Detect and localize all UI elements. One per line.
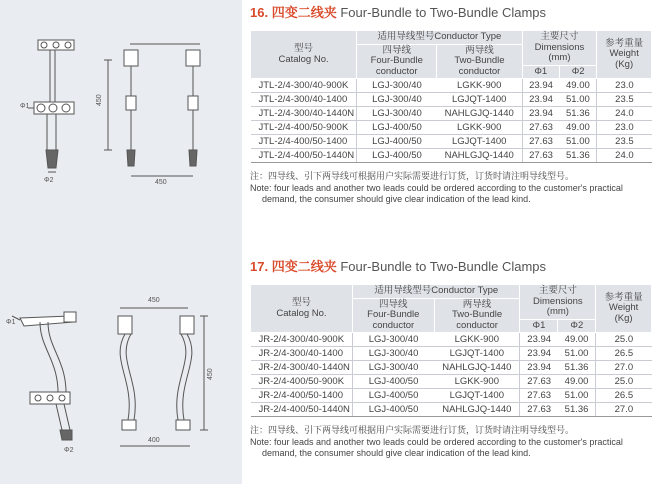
dim-400-horizontal-bottom: 400 xyxy=(148,437,160,444)
phi1-label-bottom: Φ1 xyxy=(6,319,16,326)
table-row: JTL-2/4-400/50-1400 LGJ-400/50 LGJQT-1400 27.63 51.00 23.5 xyxy=(251,135,652,149)
table-row: JTL-2/4-300/40-1400 LGJ-300/40 LGJQT-1400 23.94 51.00 23.5 xyxy=(251,93,652,107)
header-phi2: Φ2 xyxy=(558,319,596,333)
note-16 xyxy=(250,171,652,206)
table-row: JR-2/4-300/40-1440N LGJ-300/40 NAHLGJQ-1440 23.94 51.36 27.0 xyxy=(251,361,652,375)
technical-drawings xyxy=(0,0,242,484)
header-two-bundle: 两导线 Two-Bundle conductor xyxy=(434,298,520,333)
section-number: 17. xyxy=(250,259,269,274)
header-weight: 参考重量 Weight (Kg) xyxy=(597,31,652,79)
section-number: 16. xyxy=(250,5,269,20)
header-conductor-type: 适用导线型号Conductor Type xyxy=(357,31,522,45)
note-17 xyxy=(250,425,652,460)
title-chinese: 四变二线夹 xyxy=(271,5,337,20)
header-two-bundle: 两导线 Two-Bundle conductor xyxy=(437,44,522,79)
clamp-17-side-view xyxy=(118,308,208,446)
note-english-1: Note: four leads and another two leads could be ordered according to the customer's practical xyxy=(250,436,623,447)
note-chinese: 注：四导线、引下两导线可根据用户实际需要进行订货，订货时请注明导线型号。 xyxy=(250,425,575,435)
note-english-2: demand, the consumer should give clear indication of the lead kind. xyxy=(262,448,531,458)
clamp-16-side-view xyxy=(104,44,200,176)
table-row: JTL-2/4-300/40-1440N LGJ-300/40 NAHLGJQ-1440 23.94 51.36 24.0 xyxy=(251,107,652,121)
table-row: JTL-2/4-300/40-900K LGJ-300/40 LGKK-900 23.94 49.00 23.0 xyxy=(251,79,652,93)
header-dimensions: 主要尺寸 Dimensions (mm) xyxy=(522,31,597,66)
section-17-title xyxy=(250,258,652,278)
clamp-17-front-view xyxy=(12,312,76,440)
header-dimensions: 主要尺寸 Dimensions (mm) xyxy=(520,285,596,320)
spec-table-17 xyxy=(250,284,652,417)
header-weight: 参考重量 Weight (Kg) xyxy=(596,285,652,333)
table-row: JR-2/4-400/50-1440N LGJ-400/50 NAHLGJQ-1440 27.63 51.36 27.0 xyxy=(251,403,652,417)
dim-450-vertical-top: 450 xyxy=(96,94,103,106)
title-chinese: 四变二线夹 xyxy=(271,259,337,274)
spec-table-16 xyxy=(250,30,652,163)
header-phi1: Φ1 xyxy=(520,319,558,333)
header-model: 型号 Catalog No. xyxy=(251,31,357,79)
note-english-1: Note: four leads and another two leads could be ordered according to the customer's practical xyxy=(250,182,623,193)
note-english-2: demand, the consumer should give clear indication of the lead kind. xyxy=(262,194,531,204)
header-conductor-type: 适用导线型号Conductor Type xyxy=(352,285,520,299)
header-model: 型号 Catalog No. xyxy=(251,285,353,333)
table-row: JR-2/4-400/50-900K LGJ-400/50 LGKK-900 27.63 49.00 25.0 xyxy=(251,375,652,389)
table-row: JTL-2/4-400/50-1440N LGJ-400/50 NAHLGJQ-1440 27.63 51.36 24.0 xyxy=(251,149,652,163)
table-row: JTL-2/4-400/50-900K LGJ-400/50 LGKK-900 27.63 49.00 23.0 xyxy=(251,121,652,135)
phi1-label-top: Φ1 xyxy=(20,103,30,110)
title-english: Four-Bundle to Two-Bundle Clamps xyxy=(340,5,547,20)
phi2-label-top: Φ2 xyxy=(44,177,54,184)
drawings-panel xyxy=(0,0,242,484)
clamp-16-front-view xyxy=(28,40,74,172)
dim-450-horizontal-bottom: 450 xyxy=(148,297,160,304)
table-row: JR-2/4-400/50-1400 LGJ-400/50 LGJQT-1400 27.63 51.00 26.5 xyxy=(251,389,652,403)
section-17 xyxy=(250,258,652,460)
title-english: Four-Bundle to Two-Bundle Clamps xyxy=(340,259,547,274)
header-phi1: Φ1 xyxy=(522,65,559,79)
note-chinese: 注：四导线、引下两导线可根据用户实际需要进行订货，订货时请注明导线型号。 xyxy=(250,171,575,181)
table-row: JR-2/4-300/40-1400 LGJ-300/40 LGJQT-1400 23.94 51.00 26.5 xyxy=(251,347,652,361)
header-four-bundle: 四导线 Four-Bundle conductor xyxy=(357,44,437,79)
section-16-title xyxy=(250,4,652,24)
table-row: JR-2/4-300/40-900K LGJ-300/40 LGKK-900 23.94 49.00 25.0 xyxy=(251,333,652,347)
dim-450-vertical-bottom: 450 xyxy=(207,368,214,380)
phi2-label-bottom: Φ2 xyxy=(64,447,74,454)
section-16 xyxy=(250,4,652,206)
header-four-bundle: 四导线 Four-Bundle conductor xyxy=(352,298,434,333)
header-phi2: Φ2 xyxy=(559,65,596,79)
dim-450-horizontal-top: 450 xyxy=(155,179,167,186)
